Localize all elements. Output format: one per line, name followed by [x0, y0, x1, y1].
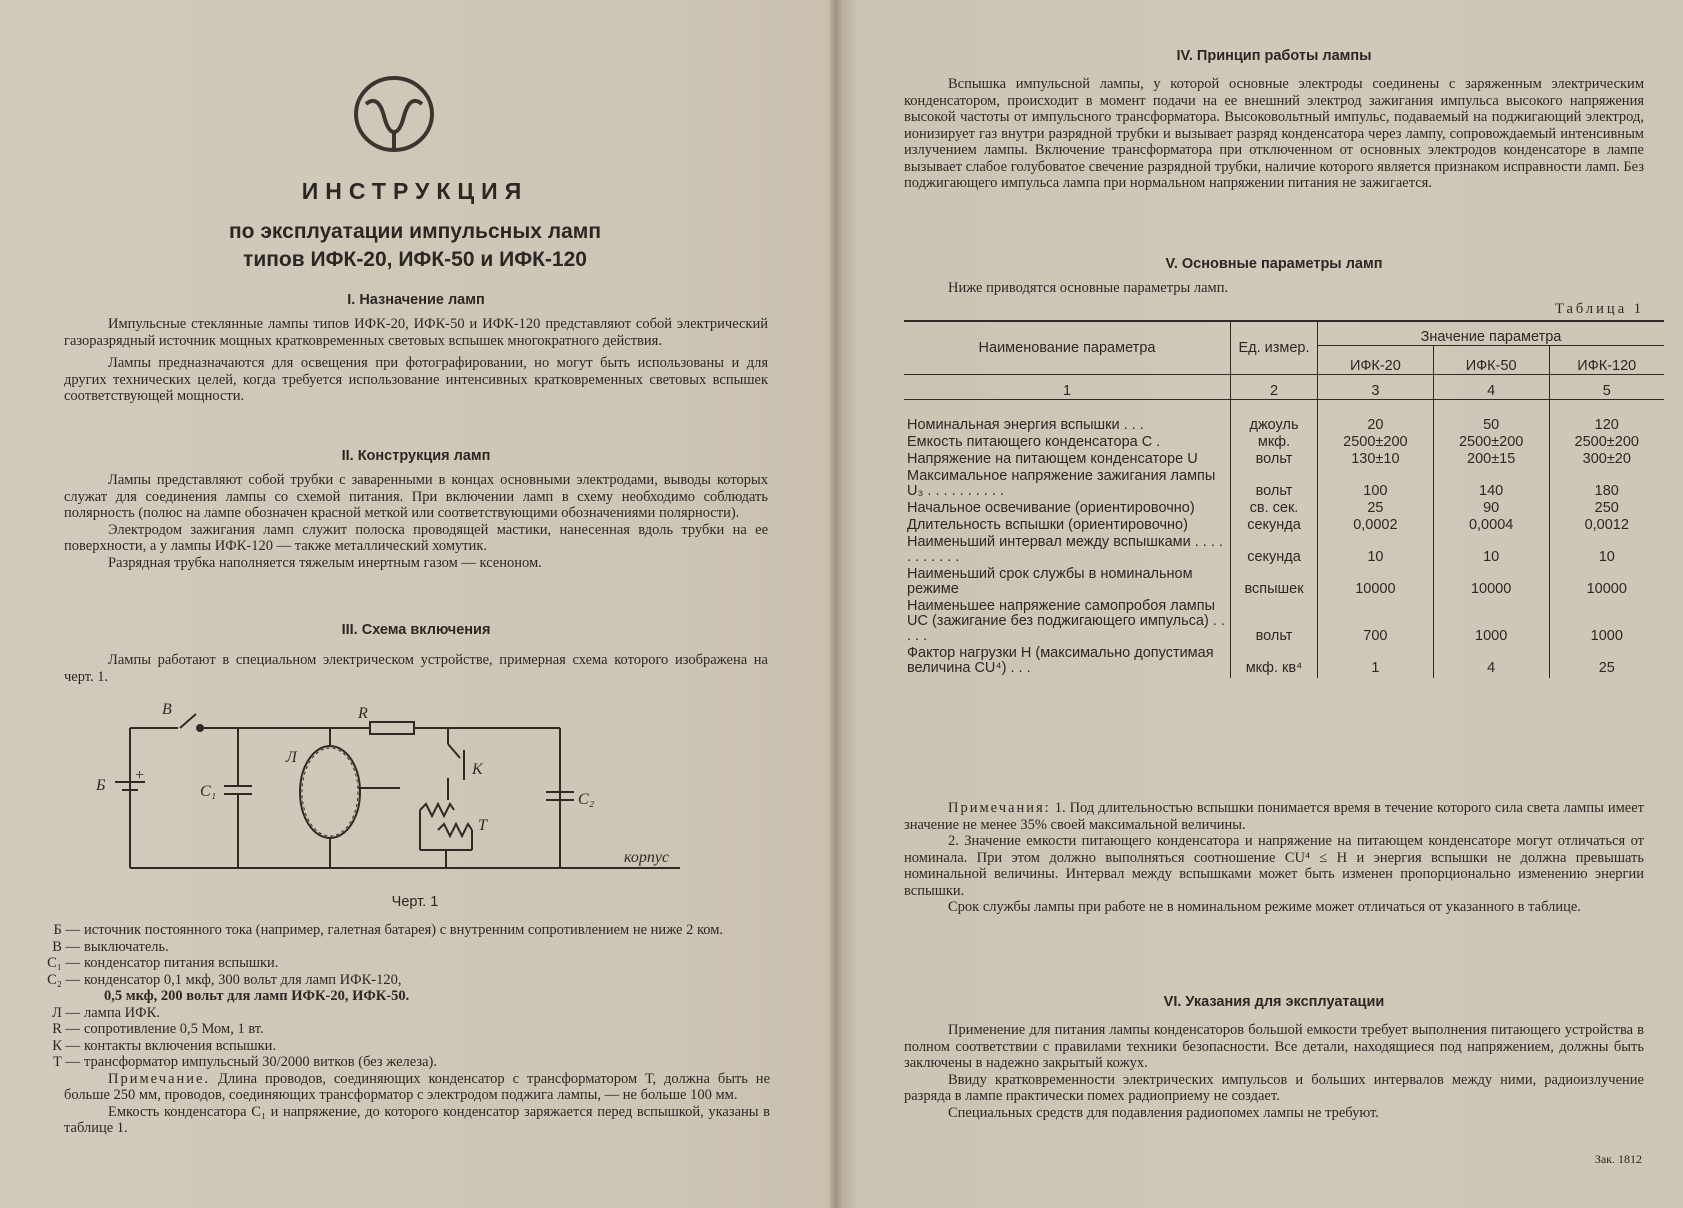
section-2-heading: II. Конструкция ламп: [341, 448, 491, 464]
param-value: 120: [1594, 416, 1619, 433]
diagram-label-plus: +: [134, 767, 145, 784]
param-name: Наименьший интервал между вспышками . . . . . . . . . . .: [904, 535, 1231, 567]
figure-caption: Черт. 1: [391, 894, 439, 910]
legend-item: Л — лампа ИФК.: [52, 1004, 160, 1021]
legend-list: [0, 922, 770, 1137]
param-value: 0,0002: [1318, 518, 1434, 535]
header-name: Наименование параметра: [904, 321, 1231, 375]
legend-item: C₁ — конденсатор питания вспышки.: [47, 955, 279, 971]
section-1-p2: Лампы предназначаются для освещения при фотографировании, но могут быть использованы и для других технических целей, когда требуется использование интенсивных кратковременных световых вспышек соответствующей мощности.: [64, 355, 768, 404]
table-row: [904, 418, 1664, 435]
note-paragraph: Примечание. Длина проводов, соединяющих конденсатор с трансформатором Т, должна быть не больше 250 мм, проводов, соединяющих трансформатор с электродом поджига лампы, — не больше 100 мм.: [64, 1070, 771, 1103]
param-value: 2500±200: [1574, 433, 1639, 450]
section-2-p1: Лампы представляют собой трубки с заваренными в концах основными электродами, выводы которых служат для соединения лампы со схемой питания. При включении ламп в схему необходимо соблюдать полярность (полюс на лампе обозначен красной меткой или соответствующими обозначениями полярности).: [64, 472, 768, 521]
legend-item: R — сопротивление 0,5 Мом, 1 вт.: [52, 1021, 264, 1037]
diagram-label-transformer: Т: [478, 817, 487, 834]
legend-item: Б — источник постоянного тока (например, галетная батарея) с внутренним сопротивлением не ниже 2 ком.: [53, 922, 724, 938]
diagram-label-c2: C₂: [578, 791, 595, 808]
diagram-label-resistor: R: [358, 705, 368, 722]
note-3: Срок службы лампы при работе не в номинальном режиме может отличаться от указанного в таблице.: [948, 899, 1581, 915]
param-name: Фактор нагрузки Н (максимально допустимая величина CU⁴) . . .: [904, 646, 1231, 678]
section-5-intro: Ниже приводятся основные параметры ламп.: [948, 280, 1229, 296]
header-type: ИФК-120: [1577, 358, 1637, 374]
param-value: 2500±200: [1433, 435, 1549, 452]
param-value: 1000: [1590, 627, 1623, 644]
circle-m-logo-icon: [352, 74, 436, 154]
diagram-label-c1: C₁: [200, 783, 217, 800]
param-value: 250: [1594, 499, 1619, 516]
param-value: 25: [1318, 501, 1434, 518]
param-name: Номинальная энергия вспышки . . .: [904, 418, 1231, 435]
section-3-p1: Лампы работают в специальном электрическом устройстве, примерная схема которого изображена на черт. 1.: [64, 652, 768, 685]
param-value: 0,0012: [1584, 516, 1629, 533]
table-row: [904, 535, 1664, 567]
section-2-p2: Электродом зажигания ламп служит полоска проводящей мастики, нанесенная вдоль трубки на ее поверхности, а у лампы ИФК-120 — также металлический хомутик.: [64, 521, 768, 554]
right-page: [842, 0, 1683, 1208]
section-1-heading: I. Назначение ламп: [347, 292, 485, 308]
diagram-label-contacts: К: [472, 761, 483, 778]
param-unit: мкф.: [1231, 435, 1318, 452]
param-value: 90: [1433, 501, 1549, 518]
table-row: [904, 452, 1664, 469]
section-6-p1: Применение для питания лампы конденсаторов большой емкости требует выполнения питающего устройства в полном соответствии с правилами техники безопасности. Все детали, находящиеся под напряжением, должны быть заключены в надежно закрытый кожух.: [904, 1022, 1644, 1071]
param-unit: вольт: [1231, 599, 1318, 646]
param-value: 10: [1433, 535, 1549, 567]
table-row: [904, 599, 1664, 646]
section-1: [64, 292, 768, 405]
diagram-label-switch: В: [162, 701, 172, 718]
param-value: 50: [1433, 418, 1549, 435]
param-name: Максимальное напряжение зажигания лампы U₃ . . . . . . . . . .: [904, 469, 1231, 501]
table-row: [904, 567, 1664, 599]
param-value: 4: [1433, 646, 1549, 678]
param-value: 1: [1318, 646, 1434, 678]
param-unit: секунда: [1231, 518, 1318, 535]
table-label: Таблица 1: [1554, 300, 1644, 317]
left-page: [0, 0, 830, 1208]
param-unit: св. сек.: [1231, 501, 1318, 518]
param-unit: секунда: [1231, 535, 1318, 567]
circuit-diagram: [96, 700, 720, 890]
param-value: 300±20: [1582, 450, 1631, 467]
param-value: 200±15: [1433, 452, 1549, 469]
param-value: 10: [1598, 548, 1615, 565]
param-unit: вольт: [1231, 452, 1318, 469]
param-unit: мкф. кв⁴: [1231, 646, 1318, 678]
legend-item: 0,5 мкф, 200 вольт для ламп ИФК-20, ИФК-50.: [104, 988, 410, 1004]
header-value: Значение параметра: [1318, 321, 1665, 346]
parameters-table: [904, 320, 1664, 678]
param-value: 1000: [1433, 599, 1549, 646]
param-unit: вспышек: [1231, 567, 1318, 599]
legend-item: C₂ — конденсатор 0,1 мкф, 300 вольт для ламп ИФК-120,: [47, 971, 402, 988]
param-unit: джоуль: [1231, 418, 1318, 435]
diagram-label-battery: Б: [96, 777, 106, 794]
param-value: 100: [1318, 469, 1434, 501]
section-6: [904, 994, 1644, 1121]
section-2-p3: Разрядная трубка наполняется тяжелым инертным газом — ксеноном.: [108, 554, 542, 571]
section-6-p3: Специальных средств для подавления радиопомех лампы не требуют.: [948, 1104, 1379, 1121]
param-name: Напряжение на питающем конденсаторе U: [904, 452, 1231, 469]
param-name: Наименьшее напряжение самопробоя лампы UC (зажигание без поджигающего импульса) . . . . .: [904, 599, 1231, 646]
section-4: [904, 48, 1644, 192]
param-value: 25: [1598, 659, 1615, 676]
document-title: ИНСТРУКЦИЯ: [301, 178, 529, 204]
table-row: [904, 469, 1664, 501]
param-value: 130±10: [1318, 452, 1434, 469]
table-body: [904, 400, 1664, 678]
param-value: 10000: [1433, 567, 1549, 599]
table-row: [904, 435, 1664, 452]
param-value: 10: [1318, 535, 1434, 567]
column-number: 5: [1602, 383, 1611, 399]
section-6-heading: VI. Указания для эксплуатации: [1163, 994, 1385, 1010]
section-4-p1: Вспышка импульсной лампы, у которой основные электроды соединены с заряженным электрическим конденсатором, происходит в момент подачи на ее внешний электрод зажигания импульса высокого напряжения высокой частоты от импульсного трансформатора. Высоковольтный импульс, подаваемый на поджигающий электрод, ионизирует газ внутри разрядной трубки и вызывает разряд конденсатора через лампу, сопровождаемый интенсивным излучением лампы. Включение трансформатора при отключенном от основных электродов конденсаторе в лампе вызывает слабое голубоватое свечение разрядной трубки, наличие которого является признаком исправности ламп. Без поджигающего импульса лампа при нормальном напряжении питания не зажигается.: [904, 76, 1644, 191]
section-5-heading: V. Основные параметры ламп: [1165, 256, 1383, 272]
param-value: 0,0004: [1433, 518, 1549, 535]
param-value: 180: [1594, 482, 1619, 499]
legend-item: В — выключатель.: [52, 938, 169, 955]
table-row: [904, 518, 1664, 535]
header-type: ИФК-50: [1433, 346, 1549, 375]
table-row: [904, 646, 1664, 678]
table-row: [904, 501, 1664, 518]
param-value: 10000: [1318, 567, 1434, 599]
header-unit: Ед. измер.: [1231, 321, 1318, 375]
section-4-heading: IV. Принцип работы лампы: [1176, 48, 1372, 64]
param-name: Наименьший срок службы в номинальном режиме: [904, 567, 1231, 599]
header-type: ИФК-20: [1318, 346, 1434, 375]
note-1: Примечания: 1. Под длительностью вспышки понимается время в течение которого сила света лампы имеет значение не менее 35% своей максимальной величины.: [904, 800, 1645, 833]
param-value: 700: [1318, 599, 1434, 646]
legend-item: Т — трансформатор импульсный 30/2000 витков (без железа).: [53, 1054, 437, 1070]
order-number: Зак. 1812: [1594, 1152, 1642, 1166]
param-value: 140: [1433, 469, 1549, 501]
subtitle-line1: по эксплуатации импульсных ламп: [228, 220, 602, 243]
column-number: 2: [1231, 375, 1318, 400]
param-unit: вольт: [1231, 469, 1318, 501]
section-5: [904, 256, 1644, 318]
section-1-p1: Импульсные стеклянные лампы типов ИФК-20, ИФК-50 и ИФК-120 представляют собой электрический газоразрядный источник мощных кратковременных световых вспышек многократного действия.: [64, 316, 768, 349]
param-name: Начальное освечивание (ориентировочно): [904, 501, 1231, 518]
param-value: 20: [1318, 418, 1434, 435]
section-3-heading: III. Схема включения: [341, 622, 491, 638]
subtitle-line2: типов ИФК-20, ИФК-50 и ИФК-120: [243, 248, 587, 271]
section-3: [64, 622, 768, 685]
param-name: Длительность вспышки (ориентировочно): [904, 518, 1231, 535]
diagram-label-case: корпус: [624, 849, 670, 866]
column-number: 1: [904, 375, 1231, 400]
page-fold: [830, 0, 842, 1208]
param-value: 10000: [1586, 580, 1627, 597]
legend-item: К — контакты включения вспышки.: [52, 1037, 277, 1054]
column-number: 4: [1433, 375, 1549, 400]
notes: [904, 800, 1644, 916]
section-6-p2: Ввиду кратковременности электрических импульсов и больших интервалов между ними, радиоизлучение разряда в лампе практически помех радиоприему не создает.: [904, 1071, 1644, 1104]
param-value: 2500±200: [1318, 435, 1434, 452]
section-2: [64, 448, 768, 571]
final-paragraph: Емкость конденсатора C₁ и напряжение, до которого конденсатор заряжается перед вспышкой, указаны в таблице 1.: [64, 1103, 770, 1136]
column-number: 3: [1318, 375, 1434, 400]
param-name: Емкость питающего конденсатора С .: [904, 435, 1231, 452]
diagram-label-lamp: Л: [286, 749, 297, 766]
note-2: 2. Значение емкости питающего конденсатора и напряжение на питающем конденсаторе могут отличаться от номинала. При этом должно выполняться соотношение CU⁴ ≤ H и энергия вспышки не должна превышать номинальной величины. Интервал между вспышками может быть изменен пропорционально изменению энергии вспышки.: [904, 833, 1644, 899]
